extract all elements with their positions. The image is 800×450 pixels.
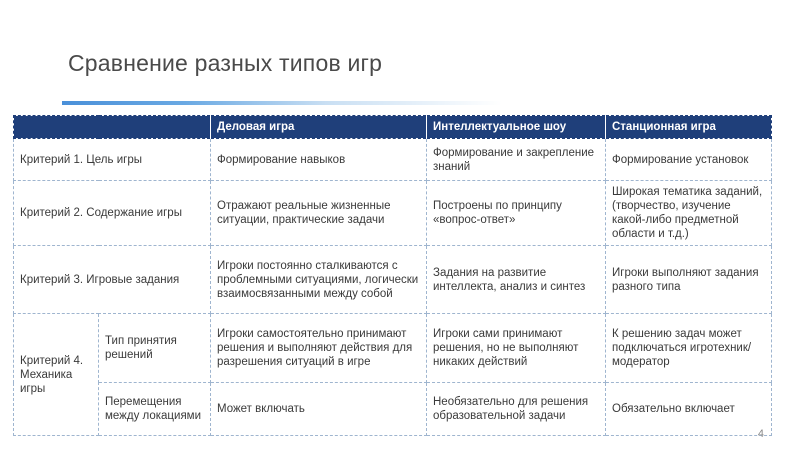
criterion-cell-mechanics: Критерий 4. Механика игры: [14, 314, 99, 436]
title-underline: [62, 101, 502, 105]
criterion-cell: Критерий 2. Содержание игры: [14, 181, 211, 246]
slide-title: Сравнение разных типов игр: [68, 50, 383, 76]
header-intellectual-show: Интеллектуальное шоу: [427, 116, 606, 139]
header-station-game: Станционная игра: [606, 116, 772, 139]
subcriterion-cell: Перемещения между локациями: [99, 383, 211, 436]
header-business-game: Деловая игра: [211, 116, 427, 139]
table-row: [14, 246, 772, 314]
subcriterion-cell: Тип принятия решений: [99, 314, 211, 383]
show-cell: Формирование и закрепление знаний: [427, 139, 606, 181]
station-cell: К решению задач может подключаться игротехник/модератор: [606, 314, 772, 383]
show-cell: Построены по принципу «вопрос-ответ»: [427, 181, 606, 246]
table-row: [14, 383, 772, 436]
criterion-cell: Критерий 3. Игровые задания: [14, 246, 211, 314]
business-cell: Формирование навыков: [211, 139, 427, 181]
table-row: [14, 314, 772, 383]
station-cell: Обязательно включает: [606, 383, 772, 436]
table-header-row: [14, 116, 772, 139]
business-cell: Игроки постоянно сталкиваются с проблемными ситуациями, логически взаимосвязанными между собой: [211, 246, 427, 314]
show-cell: Игроки сами принимают решения, но не выполняют никаких действий: [427, 314, 606, 383]
business-cell: Отражают реальные жизненные ситуации, практические задачи: [211, 181, 427, 246]
criterion-cell: Критерий 1. Цель игры: [14, 139, 211, 181]
comparison-table: [13, 115, 772, 436]
station-cell: Формирование установок: [606, 139, 772, 181]
station-cell: Широкая тематика заданий, (творчество, изучение какой-либо предметной области и т.д.): [606, 181, 772, 246]
table-row: [14, 181, 772, 246]
business-cell: Может включать: [211, 383, 427, 436]
show-cell: Необязательно для решения образовательной задачи: [427, 383, 606, 436]
table-row: [14, 139, 772, 181]
station-cell: Игроки выполняют задания разного типа: [606, 246, 772, 314]
business-cell: Игроки самостоятельно принимают решения и выполняют действия для разрешения ситуаций в игре: [211, 314, 427, 383]
page-number: 4: [757, 428, 764, 440]
header-criterion: [14, 116, 211, 139]
show-cell: Задания на развитие интеллекта, анализ и синтез: [427, 246, 606, 314]
